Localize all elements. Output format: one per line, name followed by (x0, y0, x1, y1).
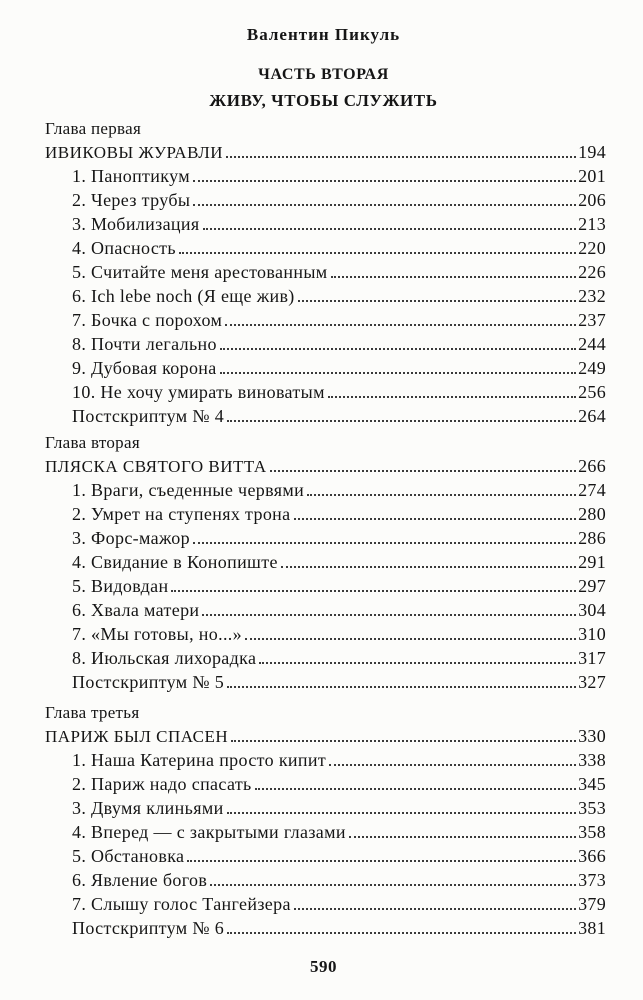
toc-entry-page: 206 (578, 190, 606, 210)
toc-entry-title: Постскриптум № 6 (72, 918, 225, 938)
toc-entry-page: 353 (578, 798, 606, 818)
dot-leader (203, 228, 577, 230)
chapter-title: ПЛЯСКА СВЯТОГО ВИТТА (45, 457, 267, 476)
toc-entry-page: 220 (578, 238, 606, 258)
toc-entry-title: 1. Враги, съеденные червями (72, 480, 305, 500)
chapter-label: Глава третья (45, 703, 140, 722)
dot-leader (193, 180, 576, 182)
toc-entry-page: 379 (578, 894, 606, 914)
toc-entry (45, 574, 606, 598)
toc-entry-title: 7. «Мы готовы, но...» (72, 624, 243, 644)
toc-entry (45, 868, 606, 892)
dot-leader (226, 156, 576, 158)
toc-entry-title: 4. Вперед — с закрытыми глазами (72, 822, 346, 842)
dot-leader (202, 614, 576, 616)
toc-entry-title: 8. Июльская лихорадка (72, 648, 257, 668)
toc-entry-page: 237 (578, 310, 606, 330)
toc-entry (45, 772, 606, 796)
toc-entry (45, 796, 606, 820)
toc-entry-title: 3. Мобилизация (72, 214, 200, 234)
toc-entry (45, 748, 606, 772)
dot-leader (298, 300, 576, 302)
toc-entry-title: 7. Бочка с порохом (72, 310, 223, 330)
part-label: ЧАСТЬ ВТОРАЯ (258, 66, 389, 83)
toc-entry-page: 345 (578, 774, 606, 794)
toc-entry-title: Постскриптум № 5 (72, 672, 225, 692)
toc-entry (45, 260, 606, 284)
toc-entry-title: 1. Наша Катерина просто кипит (72, 750, 327, 770)
toc-entry (45, 598, 606, 622)
toc-entry (45, 550, 606, 574)
toc-entry-title: 4. Опасность (72, 238, 176, 258)
toc-entry (45, 164, 606, 188)
toc-entry-page: 226 (578, 262, 606, 282)
toc-entry-title: 1. Паноптикум (72, 166, 190, 186)
dot-leader (245, 638, 576, 640)
toc-entry-page: 291 (578, 552, 606, 572)
toc-entry (45, 916, 606, 940)
toc-entry-page: 286 (578, 528, 606, 548)
dot-leader (171, 590, 576, 592)
toc-entry-title: Постскриптум № 4 (72, 406, 225, 426)
chapter-label: Глава вторая (45, 433, 140, 452)
running-head-author: Валентин Пикуль (246, 25, 401, 44)
toc-entry (45, 646, 606, 670)
toc-entry-page: 274 (578, 480, 606, 500)
toc-entry-page: 373 (578, 870, 606, 890)
dot-leader (179, 252, 576, 254)
toc-entry-title: 3. Форс-мажор (72, 528, 190, 548)
toc-entry-title: 6. Ich lebe noch (Я еще жив) (72, 286, 295, 306)
toc-entry-title: 4. Свидание в Конопиште (72, 552, 278, 572)
dot-leader (225, 324, 576, 326)
toc-entry-page: 381 (578, 918, 606, 938)
dot-leader (331, 276, 577, 278)
toc-entry (45, 284, 606, 308)
toc-entry-title: 3. Двумя клиньями (72, 798, 224, 818)
toc-entry (45, 526, 606, 550)
dot-leader (187, 860, 576, 862)
dot-leader (220, 348, 576, 350)
toc-entry-page: 327 (578, 672, 606, 692)
dot-leader (329, 764, 576, 766)
toc-entry-title: 9. Дубовая корона (72, 358, 217, 378)
dot-leader (227, 932, 576, 934)
dot-leader (220, 372, 576, 374)
toc-entry-page: 244 (578, 334, 606, 354)
dot-leader (193, 542, 576, 544)
toc-entry (45, 892, 606, 916)
toc-entry (45, 332, 606, 356)
toc-entry (45, 236, 606, 260)
toc-entry (45, 820, 606, 844)
toc-entry-title: 2. Через трубы (72, 190, 191, 210)
toc-entry-page: 297 (578, 576, 606, 596)
chapter-3 (45, 702, 606, 940)
toc-entry-page: 256 (578, 382, 606, 402)
toc-entry-title: 6. Хвала матери (72, 600, 200, 620)
toc-entry-title: 5. Обстановка (72, 846, 185, 866)
toc-entry (45, 188, 606, 212)
dot-leader (227, 812, 577, 814)
chapter-label: Глава первая (45, 119, 142, 138)
toc-entry (45, 380, 606, 404)
toc-entry (45, 844, 606, 868)
dot-leader (210, 884, 576, 886)
toc-entry (45, 356, 606, 380)
toc-entry (45, 404, 606, 428)
chapter-title-row (45, 724, 606, 748)
toc-entry-page: 249 (578, 358, 606, 378)
toc-entry-page: 264 (578, 406, 606, 426)
toc-entry-page: 338 (578, 750, 606, 770)
dot-leader (227, 686, 576, 688)
dot-leader (307, 494, 576, 496)
dot-leader (281, 566, 576, 568)
chapter-1 (45, 118, 606, 428)
dot-leader (227, 420, 576, 422)
chapter-title-row (45, 140, 606, 164)
toc-entry (45, 212, 606, 236)
toc-entry-page: 317 (578, 648, 606, 668)
chapter-page: 330 (578, 726, 606, 746)
dot-leader (294, 518, 577, 520)
toc-entry-page: 366 (578, 846, 606, 866)
toc-entry-page: 213 (578, 214, 606, 234)
chapter-title: ПАРИЖ БЫЛ СПАСЕН (45, 727, 229, 746)
toc-entry-title: 6. Явление богов (72, 870, 208, 890)
toc-entry-title: 10. Не хочу умирать виноватым (72, 382, 325, 402)
dot-leader (328, 396, 576, 398)
toc-entry-page: 201 (578, 166, 606, 186)
toc-entry-title: 2. Париж надо спасать (72, 774, 252, 794)
chapter-page: 266 (578, 456, 606, 476)
chapter-title-row (45, 454, 606, 478)
toc-entry-page: 280 (578, 504, 606, 524)
chapter-2 (45, 432, 606, 694)
dot-leader (259, 662, 576, 664)
dot-leader (349, 836, 576, 838)
dot-leader (270, 470, 576, 472)
toc-entry (45, 622, 606, 646)
toc-entry-page: 232 (578, 286, 606, 306)
toc-entry-title: 5. Считайте меня арестованным (72, 262, 328, 282)
chapter-page: 194 (578, 142, 606, 162)
toc-entry (45, 478, 606, 502)
dot-leader (255, 788, 576, 790)
toc-entry-title: 7. Слышу голос Тангейзера (72, 894, 291, 914)
toc-entry-page: 358 (578, 822, 606, 842)
toc-entry (45, 308, 606, 332)
toc-entry-page: 310 (578, 624, 606, 644)
toc-entry-title: 5. Видовдан (72, 576, 169, 596)
chapter-title: ИВИКОВЫ ЖУРАВЛИ (45, 143, 224, 162)
dot-leader (231, 740, 576, 742)
page-number: 590 (310, 957, 337, 976)
toc-entry (45, 670, 606, 694)
toc-entry-title: 2. Умрет на ступенях трона (72, 504, 291, 524)
dot-leader (193, 204, 576, 206)
toc-entry-title: 8. Почти легально (72, 334, 217, 354)
toc-entry-page: 304 (578, 600, 606, 620)
dot-leader (294, 908, 576, 910)
part-title: ЖИВУ, ЧТОБЫ СЛУЖИТЬ (209, 91, 438, 110)
toc-entry (45, 502, 606, 526)
